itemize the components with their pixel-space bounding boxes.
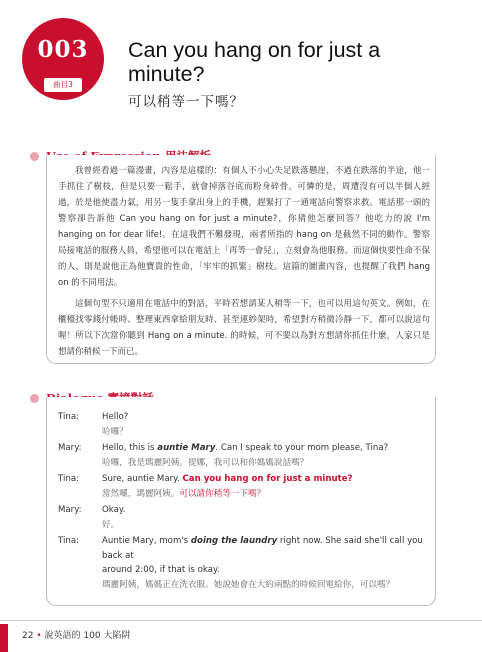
speaker: Tina: [58,474,79,484]
line-zh: 瑪麗阿姨，媽媽正在洗衣服。她說她會在大約兩點的時候回電給你，可以嗎？ [102,579,395,590]
speaker: Mary: [58,443,82,453]
bullet-dot-icon [30,152,39,161]
line-en: Okay. [102,505,126,515]
speaker: Mary: [58,505,82,515]
footer-accent-bar [0,624,8,652]
page-title: Can you hang on for just a minute? [128,38,381,86]
line-en-cont: around 2:00, if that is okay. [102,565,220,575]
line-en: Sure, auntie Mary. Can you hang on for just a minute? [102,474,353,484]
page-title-zh: 可以稍等一下嗎？ [128,94,244,110]
phrase-emphasis: doing the laundry [190,536,278,546]
track-label: 曲目3 [44,78,82,92]
key-phrase: Can you hang on for just a minute? [182,474,353,484]
line-zh: 好。 [102,519,120,530]
line-zh: 當然囉，瑪麗阿姨。可以請你稍等一下嗎？ [102,488,266,499]
key-phrase-zh: 可以請你稍等一下嗎？ [179,488,266,499]
footer [22,628,130,641]
chapter-number: 003 [37,36,89,63]
paragraph: 我曾經看過一篇漫畫，內容是這樣的：有個人不小心失足跌落懸崖，不過在跌落的半途，他一手抓住了樹枝，但是只要一鬆手，就會掉落谷底而粉身碎骨。可憐的是，周遭沒有可以半個人經過，於是他使盡力氣，用另一隻手拿出身上的手機，趕緊打了一通電話向警察求救。電話那一頭的警察卻告訴他 Can you hang on for just a minute?，你猜他怎麼回答？他吃力的說 I'm hanging on for dear life!。在這我們不難發現，兩者所指的 hang on 是截然不同的動作。警察局接電話的服務人員，希望他可以在電話上「再等一會兒」，立刻會為他服務。而這個快要性命不保的人，則是說他正為他寶貴的性命，「牢牢的抓緊」樹枝。這篇的圖畫內容，也提醒了我們 hang on 的不同用法。 [58,166,430,288]
paragraph: 這個句型不只適用在電話中的對話，平時若想請某人稍等一下，也可以用這句英文。例如，在櫃檯找零錢付帳時、整理東西拿給朋友時、甚至連紗架時，希望對方稍微冷靜一下，都可以說這句喔！所以下次當你聽到 Hang on a minute. 的時候，可不要以為對方想請你抓住什麼，人家只是想請你稍候一下而已。 [58,299,430,357]
footer-divider [0,620,482,621]
chapter-badge [22,18,104,100]
line-en: Auntie Mary, mom's doing the laundry right now. She said she'll call you back at [102,536,423,561]
page-number: 22 [22,631,34,641]
line-zh: 哈囉？ [102,426,128,437]
book-title: 說英語的 100 大陷阱 [44,631,131,641]
line-en: Hello, this is auntie Mary. Can I speak to your mom please, Tina? [102,443,389,453]
line-zh: 哈囉，我是瑪麗阿姨。提娜，我可以和你媽媽說話嗎？ [102,457,309,468]
bullet-dot-icon [30,394,39,403]
speaker: Tina: [58,412,79,422]
line-en: Hello? [102,412,129,422]
speaker: Tina: [58,536,79,546]
separator-dot-icon: • [36,631,42,641]
phrase-emphasis: auntie Mary [157,443,216,453]
